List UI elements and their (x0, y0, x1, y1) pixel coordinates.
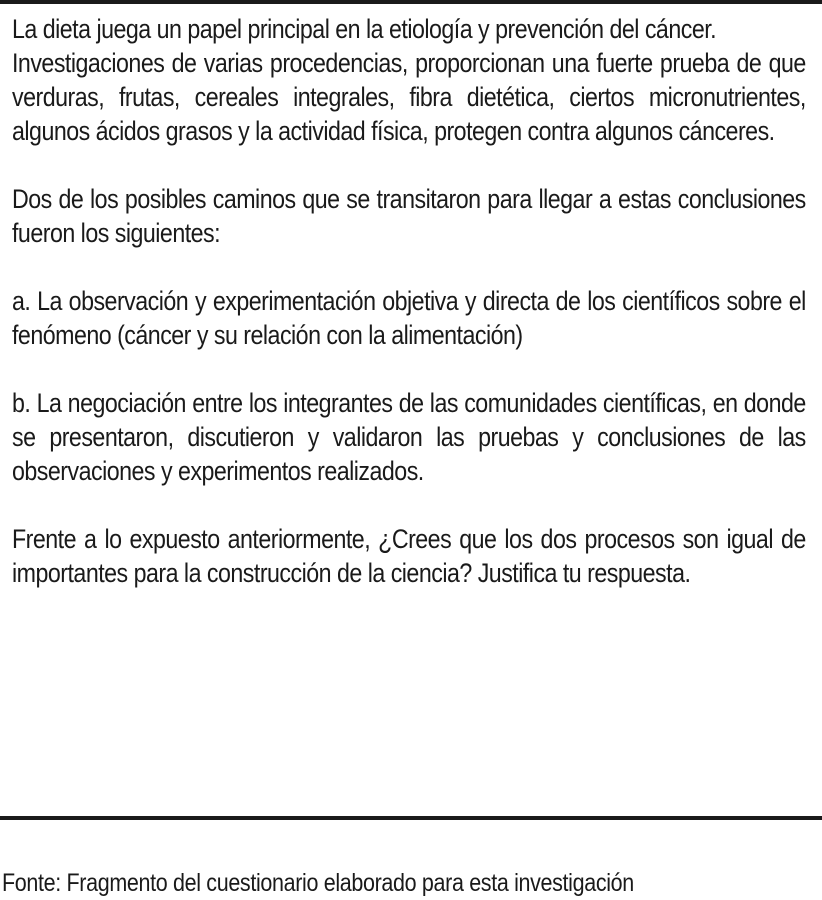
bottom-border-rule (0, 816, 822, 820)
questionnaire-fragment (12, 12, 806, 624)
paragraph-option-b: b. La negociación entre los integrantes de las comunidades científicas, en donde se presentaron, discutieron y validaron las pruebas y conclusiones de las observaciones y experimentos realizados. (12, 388, 806, 486)
paragraph-question: Frente a lo expuesto anteriormente, ¿Crees que los dos procesos son igual de importantes para la construcción de la ciencia? Justifica tu respuesta. (12, 524, 806, 588)
paragraph-paths: Dos de los posibles caminos que se transitaron para llegar a estas conclusiones fueron los siguientes: (12, 184, 806, 248)
top-border-rule (0, 0, 822, 4)
paragraph-intro: La dieta juega un papel principal en la etiología y prevención del cáncer. (12, 14, 717, 44)
source-caption: Fonte: Fragmento del cuestionario elaborado para esta investigación (2, 869, 634, 897)
paragraph-evidence: Investigaciones de varias procedencias, proporcionan una fuerte prueba de que verduras, frutas, cereales integrales, fibra dietética, ciertos micronutrientes, algunos ácidos grasos y la actividad física, protegen contra algunos cánceres. (12, 48, 806, 146)
paragraph-option-a: a. La observación y experimentación objetiva y directa de los científicos sobre el fenómeno (cáncer y su relación con la alimentación) (12, 286, 806, 350)
